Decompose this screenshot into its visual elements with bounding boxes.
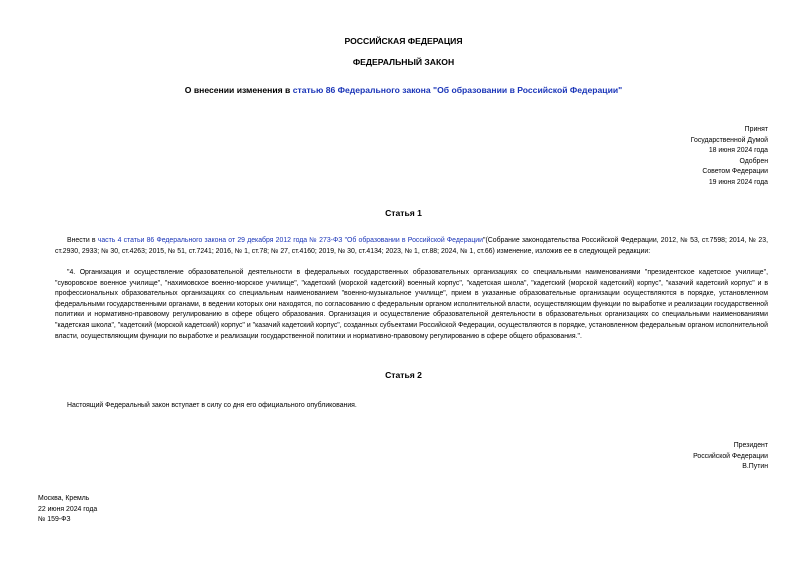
- signature-line-3: В.Путин: [742, 463, 768, 471]
- signature-line-1: Президент: [733, 442, 768, 449]
- article-1-paragraph-2: "4. Организация и осуществление образовательной деятельности в федеральных государственных образовательных организациях со специальными наименованиями "президентское кадетское училище", "суворовское военное училище", "нахимовское военно-морское училище", "кадетский (морской кадетский) военный корпус", "кадетская школа", "кадетский (морской кадетский) корпус", "казачий кадетский корпус" и в профессиональных образовательных организациях со специальным наименованием "военно-музыкальное училище", прием в указанные образовательные организации осуществляются в порядке, установленном федеральными государственными органами, в ведении которых они находятся, по согласованию с федеральным органом исполнительной власти, осуществляющим функции по выработке и реализации государственной политики и нормативно-правовому регулированию в сфере общего образования. Организация и осуществление образовательной деятельности в образовательных организациях со специальными наименованиями "кадетская школа", "кадетский (морской кадетский) корпус" и "казачий кадетский корпус", созданных субъектами Российской Федерации, осуществляются в порядке, установленном федеральным органом исполнительной власти, осуществляющим функции по выработке и реализации государственной политики и нормативно-правовому регулированию в сфере общего образования.".: [55, 269, 768, 340]
- article-2-heading: Статья 2: [385, 370, 422, 380]
- law-title: [0, 85, 807, 95]
- signature-block: [693, 441, 768, 473]
- footer-place: Москва, Кремль: [38, 495, 90, 502]
- law-273-link[interactable]: от 29 декабря 2012 года № 273-ФЗ ": [226, 237, 348, 244]
- law-title-prefix: О внесении изменения в: [184, 85, 293, 95]
- article-2-paragraph-1: Настоящий Федеральный закон вступает в силу со дня его официального опубликования.: [67, 402, 357, 409]
- adoption-line-3: 18 июня 2024 года: [708, 147, 768, 155]
- footer-number: № 159-ФЗ: [38, 516, 71, 524]
- adoption-line-2: Государственной Думой: [690, 136, 768, 144]
- article-1-heading: Статья 1: [385, 208, 422, 218]
- adoption-line-4: Одобрен: [739, 157, 768, 165]
- signature-line-2: Российской Федерации: [693, 452, 768, 460]
- adoption-line-6: 19 июня 2024 года: [708, 178, 768, 186]
- footer-block: [38, 494, 97, 526]
- article-1-p1-rest: "(Собрание законодательства Российской Федерации, 2012, № 53, ст.7598; 2014, № 23, ст.2930, 2933; № 30, ст.4263; 2015, № 51, ст.7241; 2016, № 1, ст.78; № 27, ст.4160; 2019, № 30, ст.4134; 2023, № 1, ст.88; 2024, № 1, ст.66) изменение, изложив ее в следующей редакции:: [55, 237, 768, 255]
- article-86-part-4-link[interactable]: часть 4 статьи 86 Федерального закона: [97, 237, 227, 244]
- adoption-line-1: Принят: [744, 126, 768, 133]
- article-1-p1-start: Внести в: [67, 237, 98, 244]
- article-1-paragraph-1: [55, 236, 768, 257]
- adoption-block: [691, 125, 768, 189]
- education-law-link[interactable]: Об образовании: [347, 237, 400, 244]
- footer-date: 22 июня 2024 года: [38, 505, 98, 513]
- russian-federation-link[interactable]: в Российской Федерации: [399, 237, 484, 244]
- adoption-line-5: Советом Федерации: [702, 168, 768, 176]
- country-heading: РОССИЙСКАЯ ФЕДЕРАЦИЯ: [344, 36, 463, 46]
- document-type-heading: ФЕДЕРАЛЬНЫЙ ЗАКОН: [352, 57, 455, 67]
- law-title-link[interactable]: статью 86 Федерального закона "Об образовании в Российской Федерации": [292, 85, 623, 95]
